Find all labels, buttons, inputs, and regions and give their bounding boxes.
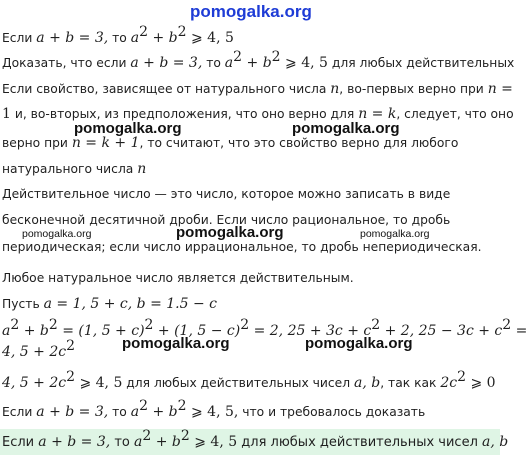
math: ⩾ 4, 5 <box>280 55 328 71</box>
watermark-row-c-left: pomogalka.org <box>122 335 230 352</box>
text: Любое натуральное число является действительным. <box>2 271 354 285</box>
text-line-7 <box>2 186 450 202</box>
math: ⩾ 4, 5 <box>189 434 238 450</box>
math: a + b = 3, <box>130 55 203 71</box>
math: ⩾ 0 <box>466 375 496 391</box>
math: 1 <box>2 106 11 122</box>
math: a <box>2 323 11 339</box>
text: что и требовалось доказать <box>238 405 426 419</box>
math: 2c <box>440 375 458 391</box>
math: a <box>130 30 140 46</box>
exponent: 2 <box>139 398 149 414</box>
text: то <box>110 435 134 450</box>
math: ⩾ 4, 5, <box>186 404 239 420</box>
exponent: 2 <box>10 317 20 333</box>
exponent: 2 <box>139 24 149 40</box>
text: Доказать, что если <box>2 56 131 70</box>
text-line-6 <box>2 161 146 177</box>
text-line-2 <box>2 49 515 71</box>
text: Если <box>2 405 37 419</box>
text-line-14 <box>2 369 496 391</box>
math: n = k + 1 <box>71 135 140 151</box>
math: + b <box>19 323 49 339</box>
exponent: 2 <box>142 428 152 444</box>
text: то <box>108 31 131 45</box>
text-line-13 <box>2 338 76 360</box>
text-line-5 <box>2 135 458 151</box>
math: a, b <box>354 375 381 391</box>
text-line-11 <box>2 296 217 312</box>
math: a = 1, 5 + c, b = 1.5 − c <box>43 296 218 312</box>
math: a, b <box>482 434 509 450</box>
answer-line <box>2 428 509 451</box>
text: Если <box>2 31 37 45</box>
exponent: 2 <box>66 369 76 385</box>
math: + (1, 5 − c) <box>153 323 241 339</box>
math: a <box>224 55 234 71</box>
exponent: 2 <box>177 24 187 40</box>
text: верно при <box>2 136 72 150</box>
exponent: 2 <box>371 317 381 333</box>
math: n = k <box>358 106 397 122</box>
text-line-1 <box>2 24 234 46</box>
math: ⩾ 4, 5 <box>75 375 123 391</box>
exponent: 2 <box>457 369 467 385</box>
text: , следует, что оно <box>396 107 514 121</box>
text-line-3 <box>2 81 513 97</box>
math: + b <box>242 55 272 71</box>
exponent: 2 <box>180 428 190 444</box>
exponent: 2 <box>177 398 187 414</box>
exponent: 2 <box>48 317 58 333</box>
math: 4, 5 + 2c <box>2 344 67 360</box>
math: + b <box>148 404 178 420</box>
watermark-top: pomogalka.org <box>190 2 312 21</box>
text: Пусть <box>2 297 44 311</box>
watermark-row-c-right: pomogalka.org <box>305 335 413 352</box>
math: n <box>137 161 147 177</box>
text: и, во-вторых, из предположения, что оно верно для <box>10 107 359 121</box>
text: для любых действительных чисел <box>237 435 483 450</box>
text: Действительное число — это число, которое можно записать в виде <box>2 187 451 201</box>
watermark-row-b-left: pomogalka.org <box>22 228 92 240</box>
text-line-10 <box>2 270 354 286</box>
watermark-row-a-left: pomogalka.org <box>74 120 182 137</box>
math: ⩾ 4, 5 <box>186 30 234 46</box>
math: a <box>134 434 143 450</box>
exponent: 2 <box>271 49 281 65</box>
math: n = <box>487 81 513 97</box>
watermark-row-b-right: pomogalka.org <box>360 228 430 240</box>
text: , во-первых верно при <box>339 82 488 96</box>
text: , то считают, что это свойство верно для любого <box>139 136 459 150</box>
text: натурального числа <box>2 162 138 176</box>
math: + b <box>148 30 178 46</box>
text-line-9 <box>2 239 482 255</box>
text: то <box>108 405 131 419</box>
math: a + b = 3, <box>38 434 111 450</box>
exponent: 2 <box>233 49 243 65</box>
text: , так как <box>380 376 441 390</box>
text: Если <box>2 435 39 450</box>
watermark-row-b-mid: pomogalka.org <box>176 224 284 241</box>
math: a + b = 3, <box>36 404 109 420</box>
exponent: 2 <box>240 317 250 333</box>
math: n <box>330 81 340 97</box>
text: Если свойство, зависящее от натурального числа <box>2 82 331 96</box>
math: + b <box>151 434 181 450</box>
text: то <box>202 56 225 70</box>
math: = 2, 25 + 3c + c <box>249 323 372 339</box>
text: для любых действительных чисел <box>122 376 354 390</box>
math: + 2, 25 − 3c + c <box>380 323 503 339</box>
exponent: 2 <box>502 317 512 333</box>
text: периодическая; если число иррациональное, то дробь непериодическая. <box>2 240 482 254</box>
text-line-15 <box>2 398 426 420</box>
math: 4, 5 + 2c <box>2 375 67 391</box>
exponent: 2 <box>144 317 154 333</box>
text: для любых действительных <box>327 56 515 70</box>
math: = <box>511 323 527 339</box>
math: a <box>130 404 140 420</box>
exponent: 2 <box>66 338 76 354</box>
text: бесконечной десятичной дроби. Если число рациональное, то дробь <box>2 213 451 227</box>
math: = (1, 5 + c) <box>57 323 145 339</box>
text-line-12 <box>2 317 527 339</box>
math: a + b = 3, <box>36 30 109 46</box>
watermark-row-a-right: pomogalka.org <box>292 120 400 137</box>
